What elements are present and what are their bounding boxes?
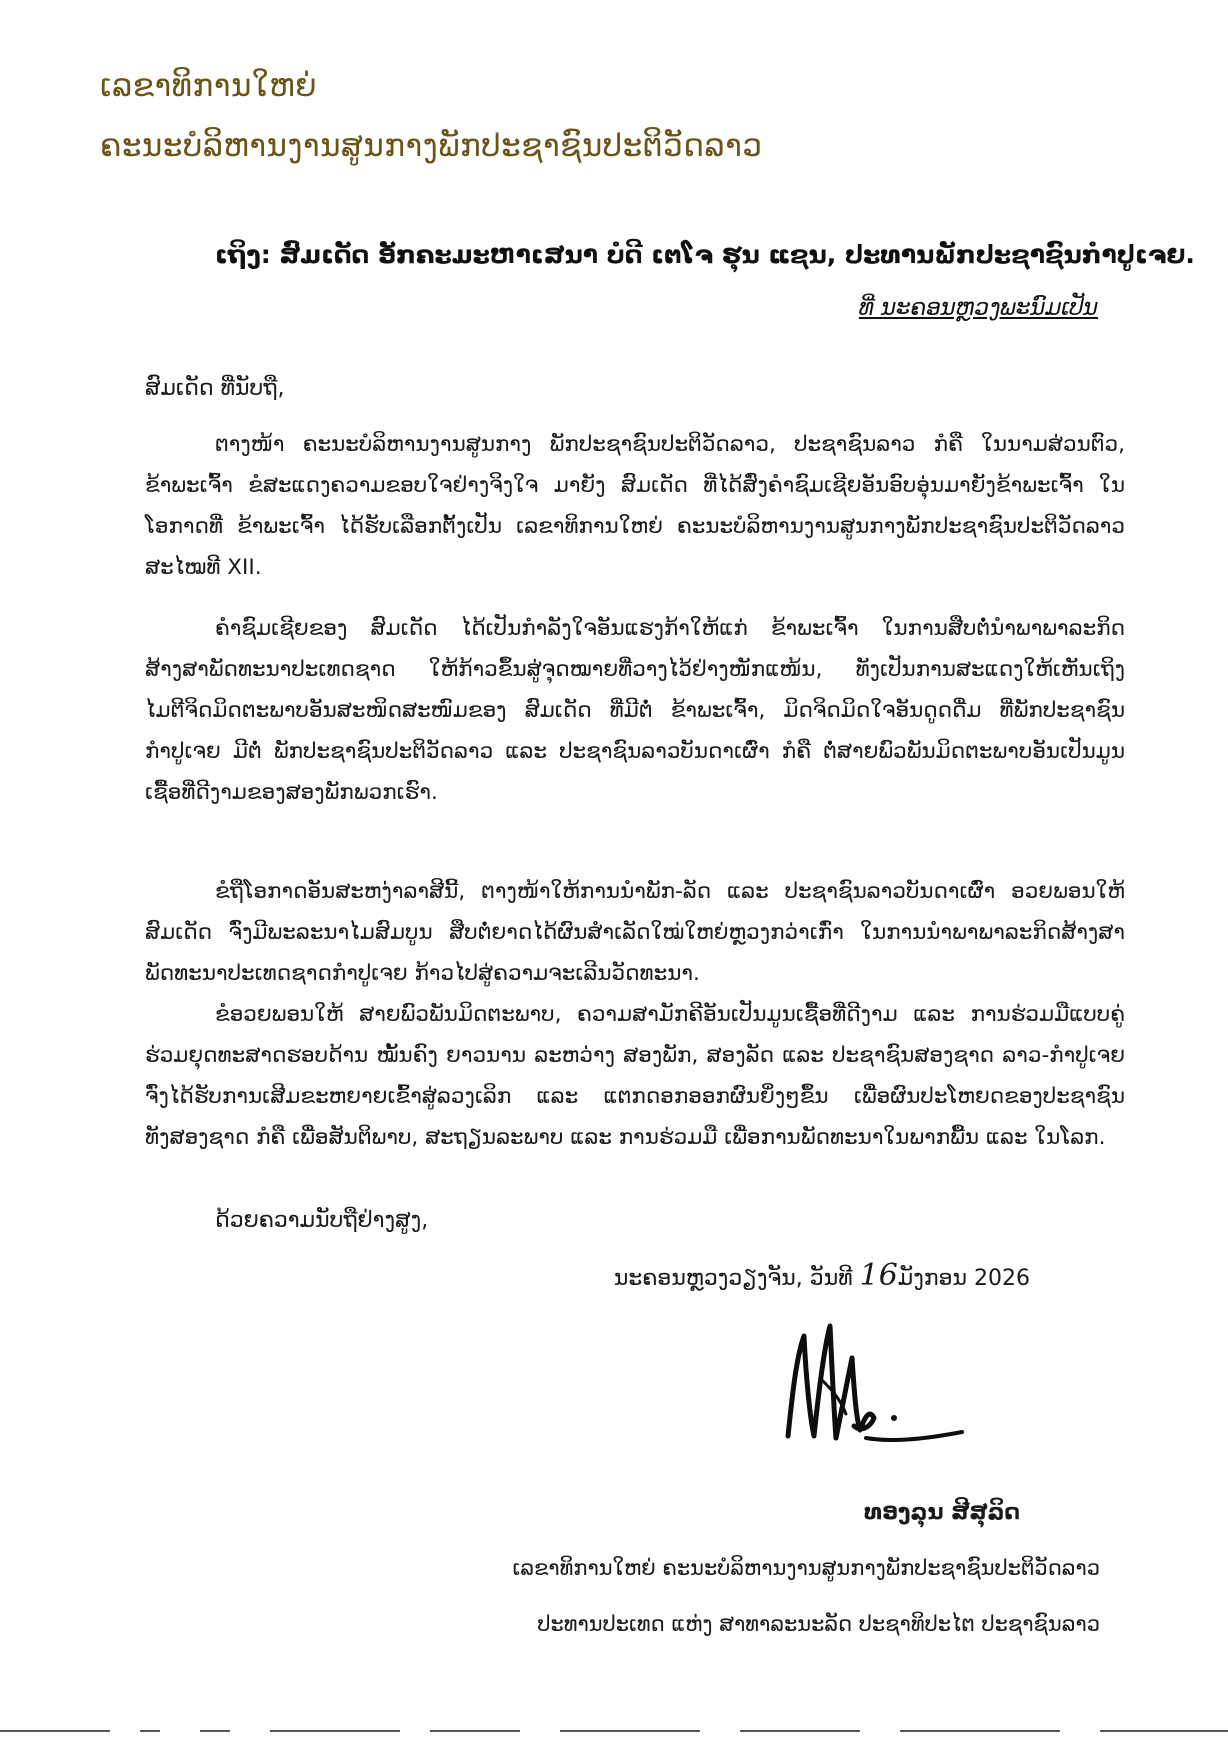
recipient-location: ທີ່ ນະຄອນຫຼວງພະນົມເປັນ xyxy=(858,295,1098,321)
dateline-month-year: ມັງກອນ 2026 xyxy=(897,1266,1030,1291)
header-title: ເລຂາທິການໃຫຍ່ xyxy=(100,68,318,104)
dateline-place: ນະຄອນຫຼວງວຽງຈັນ, ວັນທີ xyxy=(613,1266,853,1291)
paragraph-4: ຂໍອວຍພອນໃຫ້ ສາຍພົວພັນມິດຕະພາບ, ຄວາມສາມັກຄີອັນເປັນມູນເຊື້ອທີ່ດີງາມ ແລະ ການຮ່ວມມືແບບຄູ່ຮ່ວມຍຸດທະສາດຮອບດ້ານ ໝັ້ນຄົງ ຍາວນານ ລະຫວ່າງ ສອງພັກ, ສອງລັດ ແລະ ປະຊາຊົນສອງຊາດ ລາວ-ກຳປູເຈຍ ຈົ່ງໄດ້ຮັບການເສີມຂະຫຍາຍເຂົ້າສູ່ລວງເລິກ ແລະ ແຕກດອກອອກຜົນຍິ່ງໆຂຶ້ນ ເພື່ອຜົນປະໂຫຍດຂອງປະຊາຊົນທັງສອງຊາດ ກໍຄື ເພື່ອສັນຕິພາບ, ສະຖຽນລະພາບ ແລະ ການຮ່ວມມື ເພື່ອການພັດທະນາໃນພາກພື້ນ ແລະ ໃນໂລກ. xyxy=(145,1002,1125,1150)
scan-edge-marks xyxy=(0,1728,1228,1734)
paragraph-3: ຂໍຖືໂອກາດອັນສະຫງ່າລາສີນີ້, ຕາງໜ້າໃຫ້ການນຳພັກ-ລັດ ແລະ ປະຊາຊົນລາວບັນດາເຜົ່າ ອວຍພອນໃຫ້ ສົມເດັດ ຈົ່ງມີພະລະນາໄມສົມບູນ ສືບຕໍ່ຍາດໄດ້ຜົນສຳເລັດໃໝ່ໃຫຍ່ຫຼວງກວ່າເກົ່າ ໃນການນຳພາພາລະກິດສ້າງສາພັດທະນາປະເທດຊາດກຳປູເຈຍ ກ້າວໄປສູ່ຄວາມຈະເລີນວັດທະນາ. xyxy=(145,879,1125,986)
signatory-name: ທອງລຸນ ສີສຸລິດ xyxy=(864,1500,1020,1525)
paragraph-1: ຕາງໜ້າ ຄະນະບໍລິຫານງານສູນກາງ ພັກປະຊາຊົນປະຕິວັດລາວ, ປະຊາຊົນລາວ ກໍຄື ໃນນາມສ່ວນຕົວ, ຂ້າພະເຈົ້າ ຂໍສະແດງຄວາມຂອບໃຈຢ່າງຈິງໃຈ ມາຍັງ ສົມເດັດ ທີ່ໄດ້ສົ່ງຄຳຊົມເຊີຍອັນອົບອຸ່ນມາຍັງຂ້າພະເຈົ້າ ໃນໂອກາດທີ່ ຂ້າພະເຈົ້າ ໄດ້ຮັບເລືອກຕັ້ງເປັນ ເລຂາທິການໃຫຍ່ ຄະນະບໍລິຫານງານສູນກາງພັກປະຊາຊົນປະຕິວັດລາວ ສະໄໝທີ XII. xyxy=(145,432,1125,580)
closing-line: ດ້ວຍຄວາມນັບຖືຢ່າງສູງ, xyxy=(215,1208,429,1233)
handwritten-signature xyxy=(770,1318,970,1468)
signatory-title-2: ປະທານປະເທດ ແຫ່ງ ສາທາລະນະລັດ ປະຊາທິປະໄຕ ປະຊາຊົນລາວ xyxy=(537,1612,1100,1636)
signatory-title-1: ເລຂາທິການໃຫຍ່ ຄະນະບໍລິຫານງານສູນກາງພັກປະຊາຊົນປະຕິວັດລາວ xyxy=(512,1556,1100,1580)
salutation: ສົມເດັດ ທີ່ນັບຖື, xyxy=(145,376,285,401)
header-organization: ຄະນະບໍລິຫານງານສູນກາງພັກປະຊາຊົນປະຕິວັດລາວ xyxy=(100,128,763,164)
dateline xyxy=(614,1258,1030,1293)
dateline-day: 16 xyxy=(859,1258,898,1293)
paragraph-2: ຄຳຊົມເຊີຍຂອງ ສົມເດັດ ໄດ້ເປັນກຳລັງໃຈອັນແຮງກ້າໃຫ້ແກ່ ຂ້າພະເຈົ້າ ໃນການສືບຕໍ່ນຳພາພາລະກິດ ສ້າງສາພັດທະນາປະເທດຊາດ ໃຫ້ກ້າວຂຶ້ນສູ່ຈຸດໝາຍທີ່ວາງໄວ້ຢ່າງໜັກແໜ້ນ, ທັງເປັນການສະແດງໃຫ້ເຫັນເຖິງໄມຕີຈິດມິດຕະພາບອັນສະໜິດສະໜົມຂອງ ສົມເດັດ ທີ່ມີຕໍ່ ຂ້າພະເຈົ້າ, ມິດຈິດມິດໃຈອັນດູດດື່ມ ທີ່ພັກປະຊາຊົນກຳປູເຈຍ ມີຕໍ່ ພັກປະຊາຊົນປະຕິວັດລາວ ແລະ ປະຊາຊົນລາວບັນດາເຜົ່າ ກໍຄື ຕໍ່ສາຍພົວພັນມິດຕະພາບອັນເປັນມູນເຊື້ອທີ່ດີງາມຂອງສອງພັກພວກເຮົາ. xyxy=(145,616,1125,805)
recipient-line: ເຖິງ: ສົມເດັດ ອັກຄະມະຫາເສນາ ບໍດີ ເຕໂຈ ຮຸນ ແຊນ, ປະທານພັກປະຊາຊົນກຳປູເຈຍ. xyxy=(215,240,1195,269)
